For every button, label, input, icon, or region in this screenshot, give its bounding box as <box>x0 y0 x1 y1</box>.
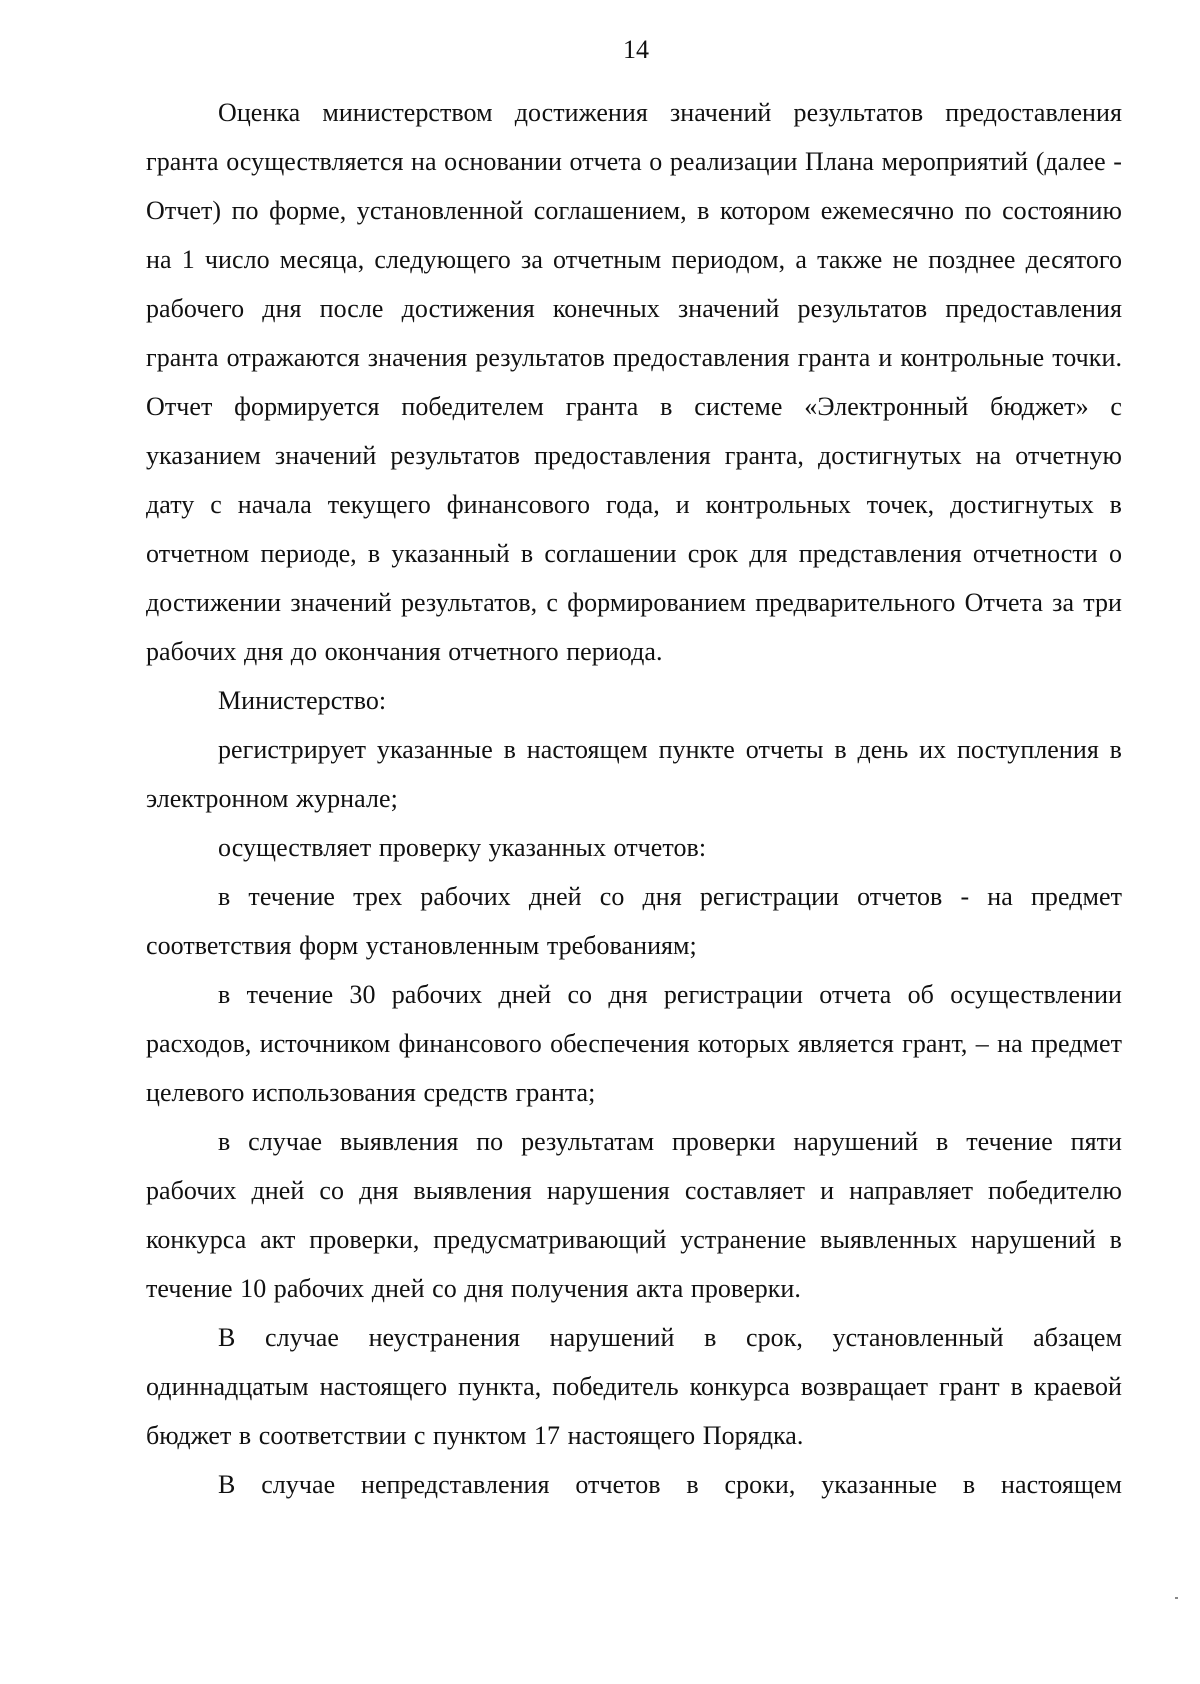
paragraph-thirty-days: в течение 30 рабочих дней со дня регистрации отчета об осуществлении расходов, источником финансового обеспечения которых является грант, – на предмет целевого использования средств гранта; <box>146 980 1122 1107</box>
paragraph-ministry: Министерство: <box>218 686 387 715</box>
paragraph-registers: регистрирует указанные в настоящем пункте отчеты в день их поступления в электронном журнале; <box>146 735 1122 813</box>
paragraph-three-days: в течение трех рабочих дней со дня регистрации отчетов - на предмет соответствия форм установленным требованиям; <box>146 882 1122 960</box>
paragraph-assessment: Оценка министерством достижения значений результатов предоставления гранта осуществляется на основании отчета о реализации Плана мероприятий (далее - Отчет) по форме, установленной соглашением, в котором ежемесячно по состоянию на 1 число месяца, следующего за отчетным периодом, а также не позднее десятого рабочего дня после достижения конечных значений результатов предоставления гранта отражаются значения результатов предоставления гранта и контрольные точки. Отчет формируется победителем гранта в системе «Электронный бюджет» с указанием значений результатов предоставления гранта, достигнутых на отчетную дату с начала текущего финансового года, и контрольных точек, достигнутых в отчетном периоде, в указанный в соглашении срок для представления отчетности о достижении значений результатов, с формированием предварительного Отчета за три рабочих дня до окончания отчетного периода. <box>146 98 1122 666</box>
document-body <box>146 88 1122 1509</box>
scan-speck <box>1175 1597 1178 1599</box>
paragraph-violations: в случае выявления по результатам проверки нарушений в течение пяти рабочих дней со дня выявления нарушения составляет и направляет победителю конкурса акт проверки, предусматривающий устранение выявленных нарушений в течение 10 рабочих дней со дня получения акта проверки. <box>146 1127 1122 1303</box>
paragraph-checks: осуществляет проверку указанных отчетов: <box>218 833 707 862</box>
page-number: 14 <box>623 35 649 64</box>
paragraph-non-submission: В случае непредставления отчетов в сроки, указанные в настоящем <box>218 1470 1122 1499</box>
paragraph-non-elimination: В случае неустранения нарушений в срок, установленный абзацем одиннадцатым настоящего пункта, победитель конкурса возвращает грант в краевой бюджет в соответствии с пунктом 17 настоящего Порядка. <box>146 1323 1122 1450</box>
